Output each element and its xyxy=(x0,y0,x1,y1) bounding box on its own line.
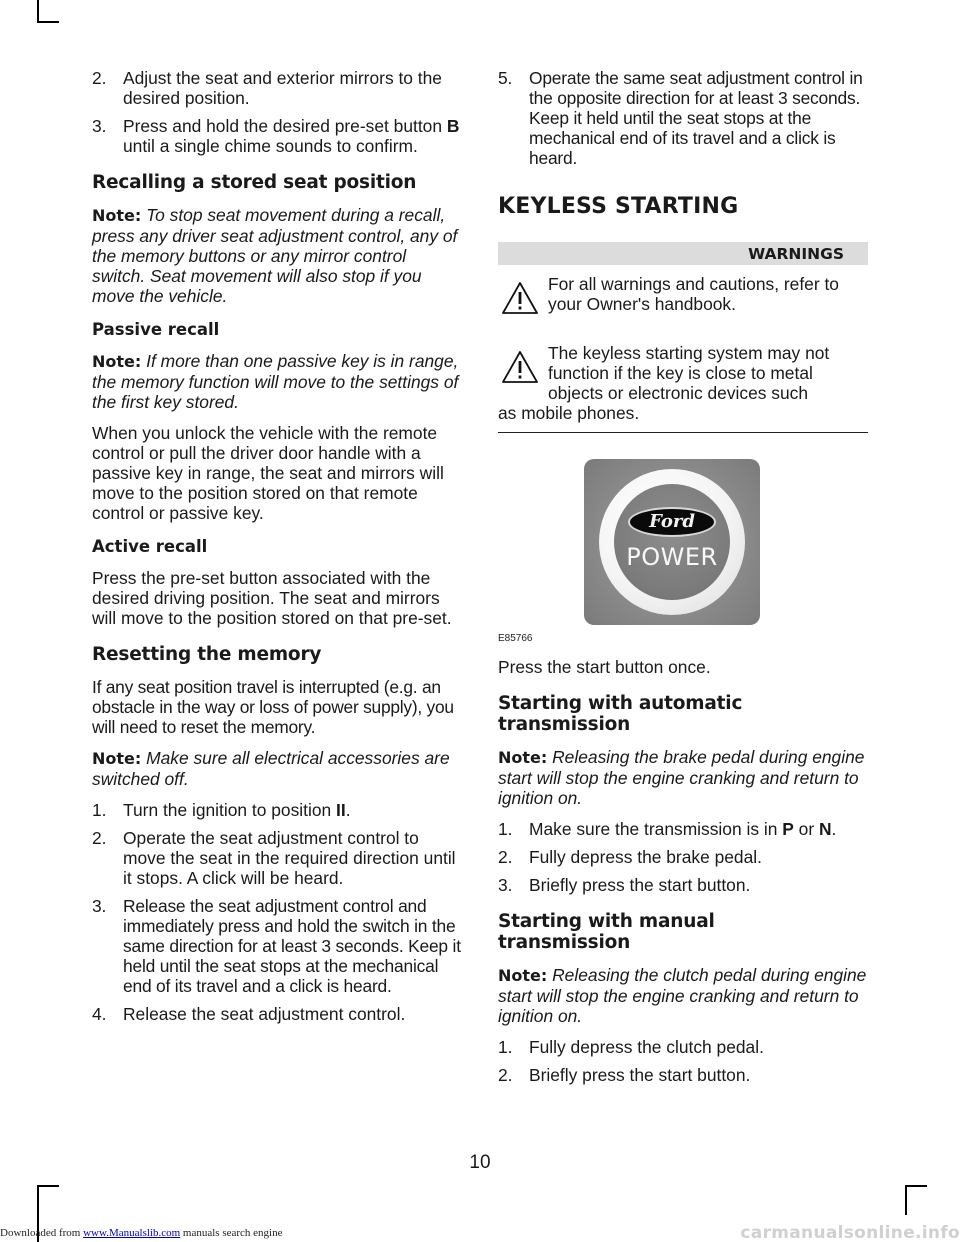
note-text: Releasing the brake pedal during engine start will stop the engine cranking and return to ignition on. xyxy=(498,747,865,808)
list-text: Release the seat adjustment control. xyxy=(123,1004,406,1024)
list-text: Turn the ignition to position xyxy=(123,800,337,820)
note-text: To stop seat movement during a recall, press any driver seat adjustment control, any of the memory buttons or any mirror control switch. Seat movement will also stop if you move the vehicle. xyxy=(92,205,458,306)
active-paragraph: Press the pre-set button associated with the desired driving position. The seat and mirrors will move to the position stored on that pre-set. xyxy=(92,568,452,628)
note-text: If more than one passive key is in range, the memory function will move to the settings of the first key stored. xyxy=(92,351,459,412)
warning-text-tail: as mobile phones. xyxy=(498,403,640,423)
list-item xyxy=(92,116,464,156)
active-heading: Active recall xyxy=(92,537,208,556)
list-text: . xyxy=(831,819,837,839)
ford-logo: Ford xyxy=(628,507,716,537)
passive-heading: Passive recall xyxy=(92,320,220,339)
list-number: 4. xyxy=(92,1004,107,1024)
list-text: Release the seat adjustment control and immediately press and hold the switch in the same direction for at least 3 seconds. Keep it held until the seat stops at the mechanical end of its travel and a click is heard. xyxy=(123,896,461,996)
list-text: Fully depress the clutch pedal. xyxy=(529,1037,764,1057)
recall-heading: Recalling a stored seat position xyxy=(92,172,417,193)
page-number: 10 xyxy=(469,1152,491,1173)
list-text: Briefly press the start button. xyxy=(529,875,751,895)
list-text: or xyxy=(793,819,819,839)
list-number: 2. xyxy=(92,68,107,88)
auto-heading: Starting with automatic transmission xyxy=(498,693,743,735)
warning-triangle-icon xyxy=(500,280,540,316)
list-item xyxy=(92,828,464,888)
download-suffix: manuals search engine xyxy=(180,1227,283,1239)
list-item xyxy=(92,896,464,996)
note-label: Note: xyxy=(92,352,142,371)
manual-note xyxy=(498,965,868,1026)
crop-mark xyxy=(37,21,59,23)
list-number: 3. xyxy=(92,116,107,136)
list-text: . xyxy=(345,800,351,820)
warning-text-main: The keyless starting system may not function if the key is close to metal objects or electronic devices such xyxy=(548,343,830,403)
figure-code: E85766 xyxy=(498,633,533,644)
list-number: 1. xyxy=(498,819,513,839)
warning-item xyxy=(498,343,868,423)
power-button-face xyxy=(614,484,730,600)
list-item xyxy=(498,847,868,867)
warnings-bar: WARNINGS xyxy=(498,242,868,265)
power-button-image xyxy=(584,459,760,625)
list-text: Adjust the seat and exterior mirrors to the desired position. xyxy=(123,68,442,108)
reset-note xyxy=(92,748,464,789)
gear-letter: P xyxy=(782,819,794,839)
watermark: carmanualsonline.info xyxy=(740,1223,960,1242)
list-item xyxy=(92,68,464,108)
crop-mark xyxy=(37,1185,59,1187)
note-label: Note: xyxy=(498,748,548,767)
list-number: 1. xyxy=(92,800,107,820)
passive-note xyxy=(92,351,464,412)
gear-letter: N xyxy=(818,819,832,839)
crop-mark xyxy=(905,1185,927,1187)
crop-mark xyxy=(37,0,39,22)
left-column xyxy=(92,68,464,1032)
list-number: 2. xyxy=(498,847,513,867)
manual-heading: Starting with manual transmission xyxy=(498,911,715,953)
ignition-position: II xyxy=(336,800,346,820)
button-letter: B xyxy=(446,116,460,136)
footer xyxy=(0,1223,960,1242)
reset-paragraph: If any seat position travel is interrupted (e.g. an obstacle in the way or loss of power supply), you will need to reset the memory. xyxy=(92,677,454,737)
power-button-ring xyxy=(599,469,745,615)
right-column xyxy=(498,68,868,1093)
passive-paragraph: When you unlock the vehicle with the remote control or pull the driver door handle with a passive key in range, the seat and mirrors will move to the position stored on that remote control or passive key. xyxy=(92,423,444,523)
note-text: Make sure all electrical accessories are switched off. xyxy=(92,748,450,789)
list-text: Operate the same seat adjustment control in the opposite direction for at least 3 seconds. Keep it held until the seat stops at the mechanical end of its travel and a click is heard. xyxy=(529,68,863,168)
list-item xyxy=(498,68,868,168)
list-item xyxy=(92,800,464,820)
manualslib-link[interactable]: www.Manualslib.com xyxy=(83,1227,181,1239)
warnings-divider xyxy=(498,432,868,433)
warning-triangle-icon xyxy=(500,349,540,385)
warning-text: For all warnings and cautions, refer to your Owner's handbook. xyxy=(548,274,839,314)
list-item xyxy=(498,1037,868,1057)
list-number: 2. xyxy=(92,828,107,848)
warning-text xyxy=(498,343,868,423)
note-label: Note: xyxy=(498,966,548,985)
note-label: Note: xyxy=(92,206,142,225)
list-text: Operate the seat adjustment control to move the seat in the required direction until it stops. A click will be heard. xyxy=(123,828,456,888)
list-text: Briefly press the start button. xyxy=(529,1065,751,1085)
list-number: 5. xyxy=(498,68,513,88)
download-credit xyxy=(0,1227,282,1239)
recall-note xyxy=(92,205,464,306)
list-text: Press and hold the desired pre-set button xyxy=(123,116,447,136)
list-text: until a single chime sounds to confirm. xyxy=(123,136,418,156)
list-item xyxy=(498,819,868,839)
list-item xyxy=(92,1004,464,1024)
power-label: POWER xyxy=(626,543,718,571)
list-number: 3. xyxy=(498,875,513,895)
list-text: Make sure the transmission is in xyxy=(529,819,783,839)
list-text: Fully depress the brake pedal. xyxy=(529,847,762,867)
reset-heading: Resetting the memory xyxy=(92,644,322,665)
press-paragraph: Press the start button once. xyxy=(498,657,711,677)
crop-mark xyxy=(905,1185,907,1215)
note-text: Releasing the clutch pedal during engine start will stop the engine cranking and return to ignition on. xyxy=(498,965,867,1026)
auto-note xyxy=(498,747,868,808)
list-item xyxy=(498,875,868,895)
note-label: Note: xyxy=(92,749,142,768)
download-prefix: Downloaded from xyxy=(0,1227,84,1239)
list-number: 2. xyxy=(498,1065,513,1085)
keyless-heading: KEYLESS STARTING xyxy=(498,194,739,219)
list-number: 3. xyxy=(92,896,107,916)
warning-item xyxy=(498,274,868,334)
list-number: 1. xyxy=(498,1037,513,1057)
list-item xyxy=(498,1065,868,1085)
power-button-figure xyxy=(498,457,868,647)
